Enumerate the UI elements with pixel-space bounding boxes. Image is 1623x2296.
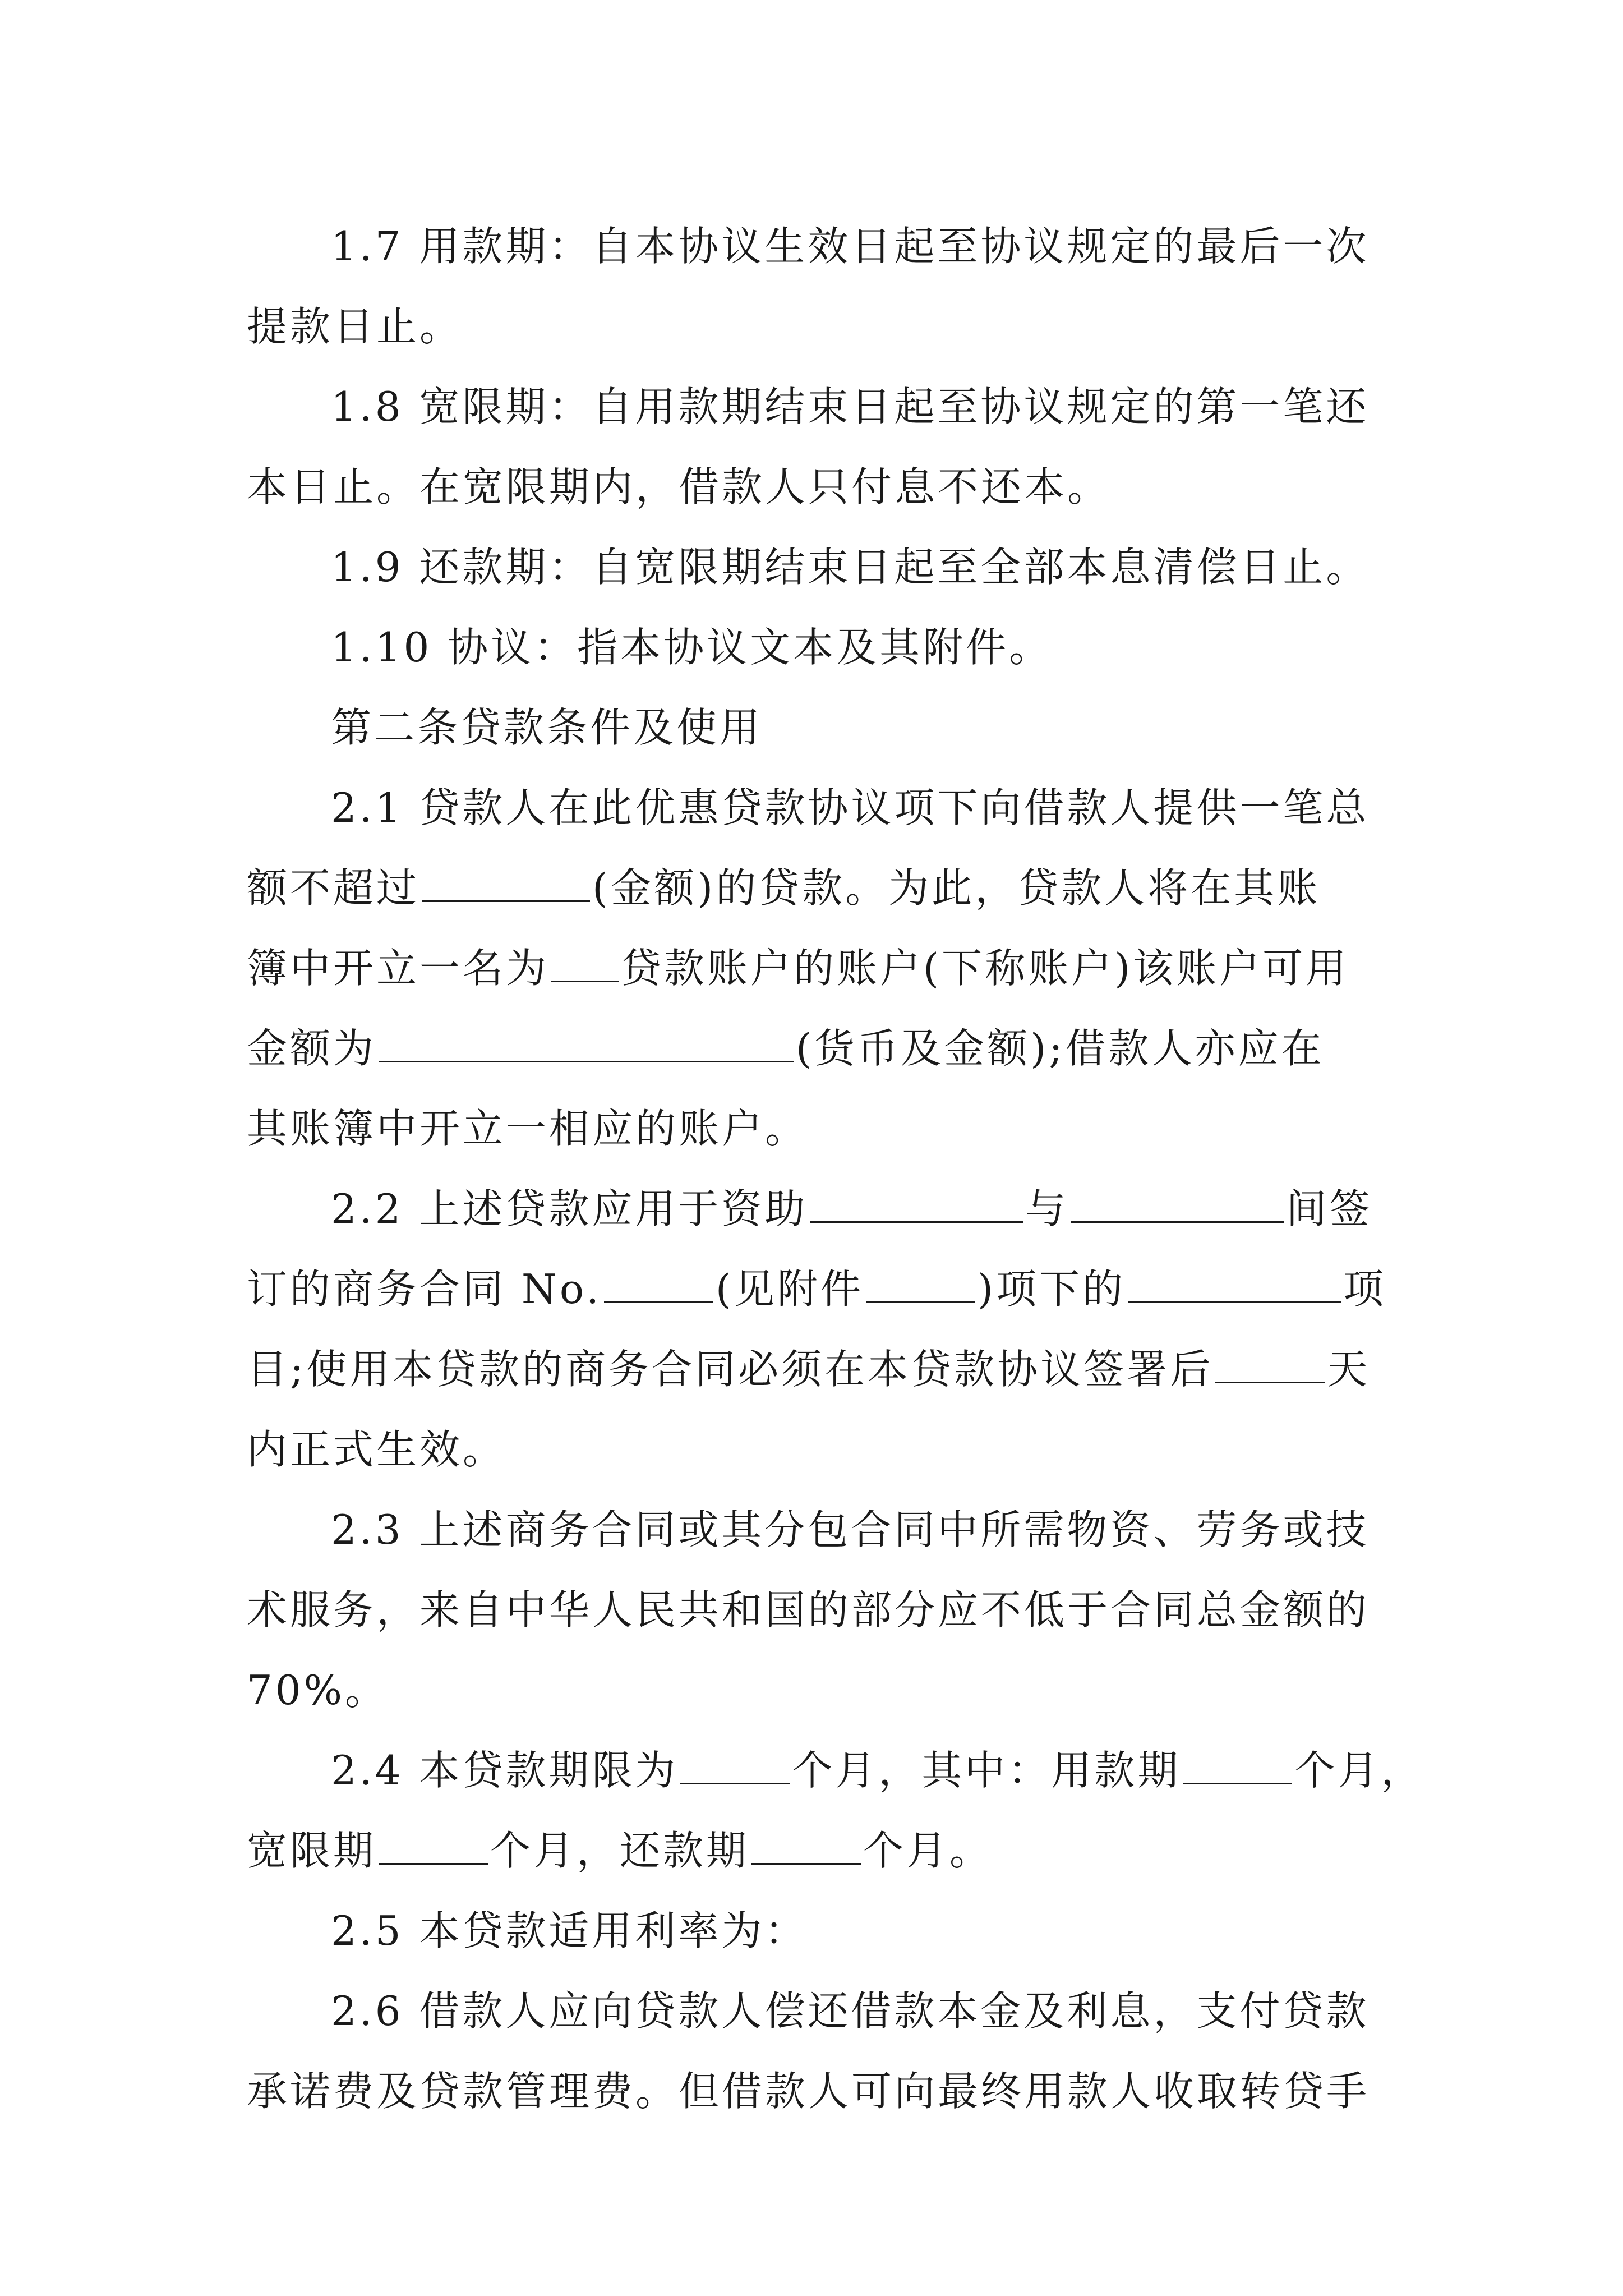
clause-2-4 [247,1731,1424,1891]
text-segment: 订的商务合同 No. [247,1266,602,1313]
text-line: 承诺费及贷款管理费。但借款人可向最终用款人收取转贷手 [247,2068,1370,2115]
text-line: 1.9 还款期：自宽限期结束日起至全部本息清偿日止。 [331,544,1370,591]
section-2-heading [247,688,1380,768]
text-segment: 簿中开立一名为 [247,945,550,992]
clause-2-3 [247,1490,1380,1731]
text-line: 70%。 [247,1667,389,1714]
clause-2-2 [247,1169,1387,1490]
fill-in-blank [680,1746,790,1784]
text-line: 本日止。在宽限期内，借款人只付息不还本。 [247,463,1111,510]
text-segment: 2.4 本贷款期限为 [331,1747,679,1794]
text-line: 1.8 宽限期：自用款期结束日起至协议规定的第一笔还 [331,383,1370,430]
clause-1-8 [247,367,1380,527]
fill-in-blank [1071,1184,1284,1223]
text-line: 2.5 本贷款适用利率为： [331,1907,808,1954]
text-line: 2.6 借款人应向贷款人偿还借款本金及利息，支付贷款 [331,1987,1370,2035]
text-segment: 金额为 [247,1025,377,1072]
text-segment: 个月。 [863,1827,993,1874]
fill-in-blank [551,944,619,982]
clause-1-9 [247,527,1380,608]
text-segment: 额不超过 [247,864,420,912]
text-line [247,1249,1387,1329]
clause-2-5 [247,1891,1380,1971]
text-line: 2.1 贷款人在此优惠贷款协议项下向借款人提供一笔总 [331,784,1370,831]
text-segment: (货币及金额);借款人亦应在 [796,1025,1325,1072]
text-segment: 贷款账户的账户(下称账户)该账户可用 [621,945,1349,992]
text-segment: 2.2 上述贷款应用于资助 [331,1185,808,1232]
fill-in-blank [1215,1345,1325,1383]
text-segment: 个月，还款期 [490,1827,750,1874]
fill-in-blank [866,1264,975,1303]
text-line: 其账簿中开立一相应的账户。 [247,1105,809,1152]
text-segment: 天 [1327,1346,1371,1393]
document-body [247,206,1424,2132]
fill-in-blank [379,1826,488,1865]
text-segment: 个月， [1294,1747,1424,1794]
fill-in-blank [751,1826,861,1865]
text-line: 术服务，来自中华人民共和国的部分应不低于合同总金额的 [247,1586,1370,1634]
text-line [247,1009,1380,1089]
text-segment: )项下的 [977,1266,1126,1313]
text-line: 1.10 协议：指本协议文本及其附件。 [331,624,1053,671]
text-line: 2.3 上述商务合同或其分包合同中所需物资、劳务或技 [331,1506,1370,1553]
fill-in-blank [422,863,590,902]
clause-1-10 [247,608,1380,688]
fill-in-blank [379,1024,794,1062]
fill-in-blank [1183,1746,1292,1784]
text-segment: 项 [1343,1266,1387,1313]
text-line [247,1811,1380,1891]
clause-2-1 [247,768,1380,1169]
text-line: 提款日止。 [247,303,463,350]
text-segment: 与 [1025,1185,1069,1232]
text-line [247,848,1380,928]
text-segment: 目;使用本贷款的商务合同必须在本贷款协议签署后 [247,1346,1214,1393]
text-line: 内正式生效。 [247,1426,506,1473]
text-line [247,1329,1380,1410]
text-segment: 宽限期 [247,1827,377,1874]
text-line [247,928,1380,1009]
text-line [247,1731,1424,1811]
text-segment: (见附件 [715,1266,864,1313]
fill-in-blank [1128,1264,1341,1303]
clause-2-6 [247,1971,1380,2132]
section-title: 第二条贷款条件及使用 [331,704,763,751]
fill-in-blank [604,1264,713,1303]
text-line [247,1169,1380,1249]
clause-1-7 [247,206,1380,367]
fill-in-blank [810,1184,1023,1223]
text-segment: 个月，其中：用款期 [792,1747,1181,1794]
text-line: 1.7 用款期：自本协议生效日起至协议规定的最后一次 [331,223,1370,270]
text-segment: 间签 [1286,1185,1373,1232]
text-segment: (金额)的贷款。为此，贷款人将在其账 [592,864,1321,912]
